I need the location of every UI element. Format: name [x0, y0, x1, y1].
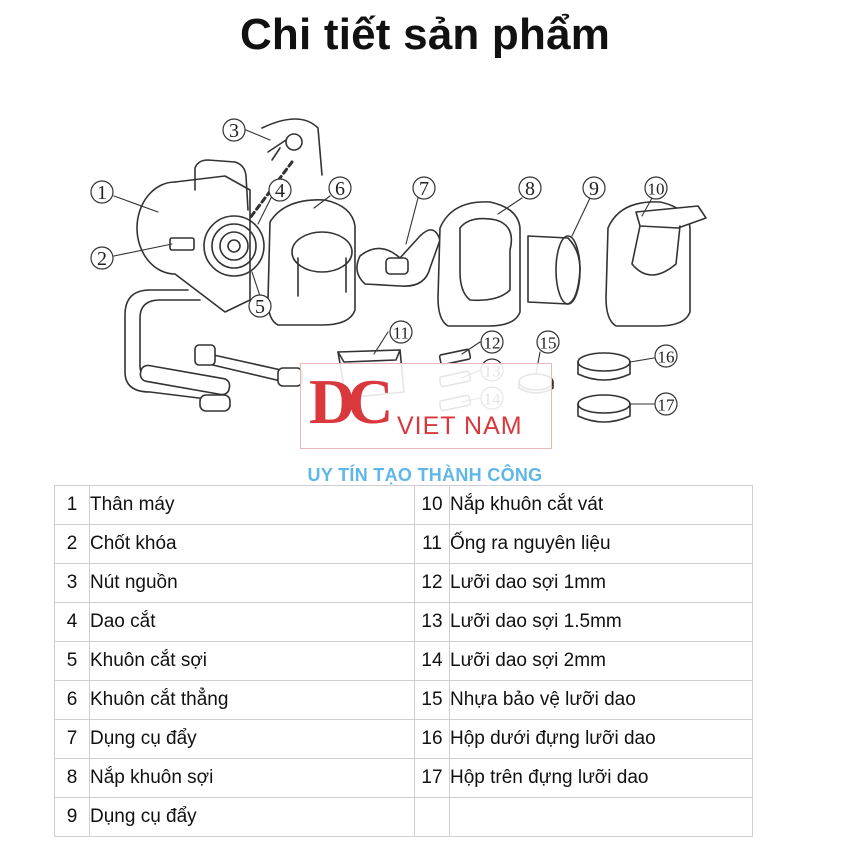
part-number: 5: [55, 642, 90, 681]
lock-pin: [170, 238, 194, 250]
brand-name: VIET NAM: [397, 412, 523, 440]
callout-label: 15: [539, 333, 557, 353]
table-row: [55, 564, 753, 603]
part-name: Hộp dưới đựng lưỡi dao: [450, 720, 753, 759]
part-name: Lưỡi dao sợi 1mm: [450, 564, 753, 603]
brand-logo: DC: [309, 366, 386, 437]
lower-blade-box: [578, 353, 630, 371]
part-number: 2: [55, 525, 90, 564]
part-name: Dao cắt: [90, 603, 415, 642]
part-name: Dụng cụ đẩy: [90, 720, 415, 759]
part-number: 11: [415, 525, 450, 564]
part-number: 16: [415, 720, 450, 759]
table-row: [55, 798, 753, 837]
part-name: Lưỡi dao sợi 1.5mm: [450, 603, 753, 642]
part-name: Ống ra nguyên liệu: [450, 525, 753, 564]
callout-label: 5: [255, 296, 265, 318]
shred-mould-cover: [438, 202, 520, 326]
callout-label: 10: [647, 179, 665, 199]
callout-label: 12: [483, 333, 501, 353]
part-name: [450, 798, 753, 837]
callout-label: 2: [97, 248, 107, 270]
table-row: [55, 681, 753, 720]
part-number: 3: [55, 564, 90, 603]
power-button: [286, 134, 302, 150]
callout-label: 8: [525, 178, 535, 200]
pusher-tube: [528, 236, 580, 304]
upper-blade-box: [578, 395, 630, 413]
callout-label: 3: [229, 120, 239, 142]
part-number: 12: [415, 564, 450, 603]
part-number: 14: [415, 642, 450, 681]
callout-label: 16: [657, 347, 675, 367]
callout-label: 9: [589, 178, 599, 200]
callout-label: 11: [392, 323, 410, 343]
callout-label: 1: [97, 182, 107, 204]
part-name: Nắp khuôn cắt vát: [450, 486, 753, 525]
part-name: Nút nguồn: [90, 564, 415, 603]
part-number: 1: [55, 486, 90, 525]
part-name: Thân máy: [90, 486, 415, 525]
part-number: 4: [55, 603, 90, 642]
table-row: [55, 525, 753, 564]
part-number: 15: [415, 681, 450, 720]
part-number: 6: [55, 681, 90, 720]
table-row: [55, 642, 753, 681]
part-name: Lưỡi dao sợi 2mm: [450, 642, 753, 681]
table-row: [55, 603, 753, 642]
brand-tagline: UY TÍN TẠO THÀNH CÔNG: [307, 465, 543, 485]
part-number: 17: [415, 759, 450, 798]
callout-label: 7: [419, 178, 429, 200]
page-title: Chi tiết sản phẩm: [239, 10, 611, 59]
callout-label: 17: [657, 395, 675, 415]
part-name: Nắp khuôn sợi: [90, 759, 415, 798]
straight-cutting-mould: [268, 200, 355, 325]
part-name: Khuôn cắt thẳng: [90, 681, 415, 720]
brand-watermark: [300, 363, 552, 449]
part-number: 8: [55, 759, 90, 798]
part-number: 10: [415, 486, 450, 525]
table-row: [55, 486, 753, 525]
part-name: Khuôn cắt sợi: [90, 642, 415, 681]
part-number: 7: [55, 720, 90, 759]
table-row: [55, 720, 753, 759]
part-number: 13: [415, 603, 450, 642]
part-name: Chốt khóa: [90, 525, 415, 564]
part-number: 9: [55, 798, 90, 837]
part-name: Dụng cụ đẩy: [90, 798, 415, 837]
part-number: [415, 798, 450, 837]
parts-table: [54, 485, 753, 837]
table-row: [55, 759, 753, 798]
callout-label: 4: [275, 180, 285, 202]
part-name: Hộp trên đựng lưỡi dao: [450, 759, 753, 798]
callout-label: 6: [335, 178, 345, 200]
part-name: Nhựa bảo vệ lưỡi dao: [450, 681, 753, 720]
